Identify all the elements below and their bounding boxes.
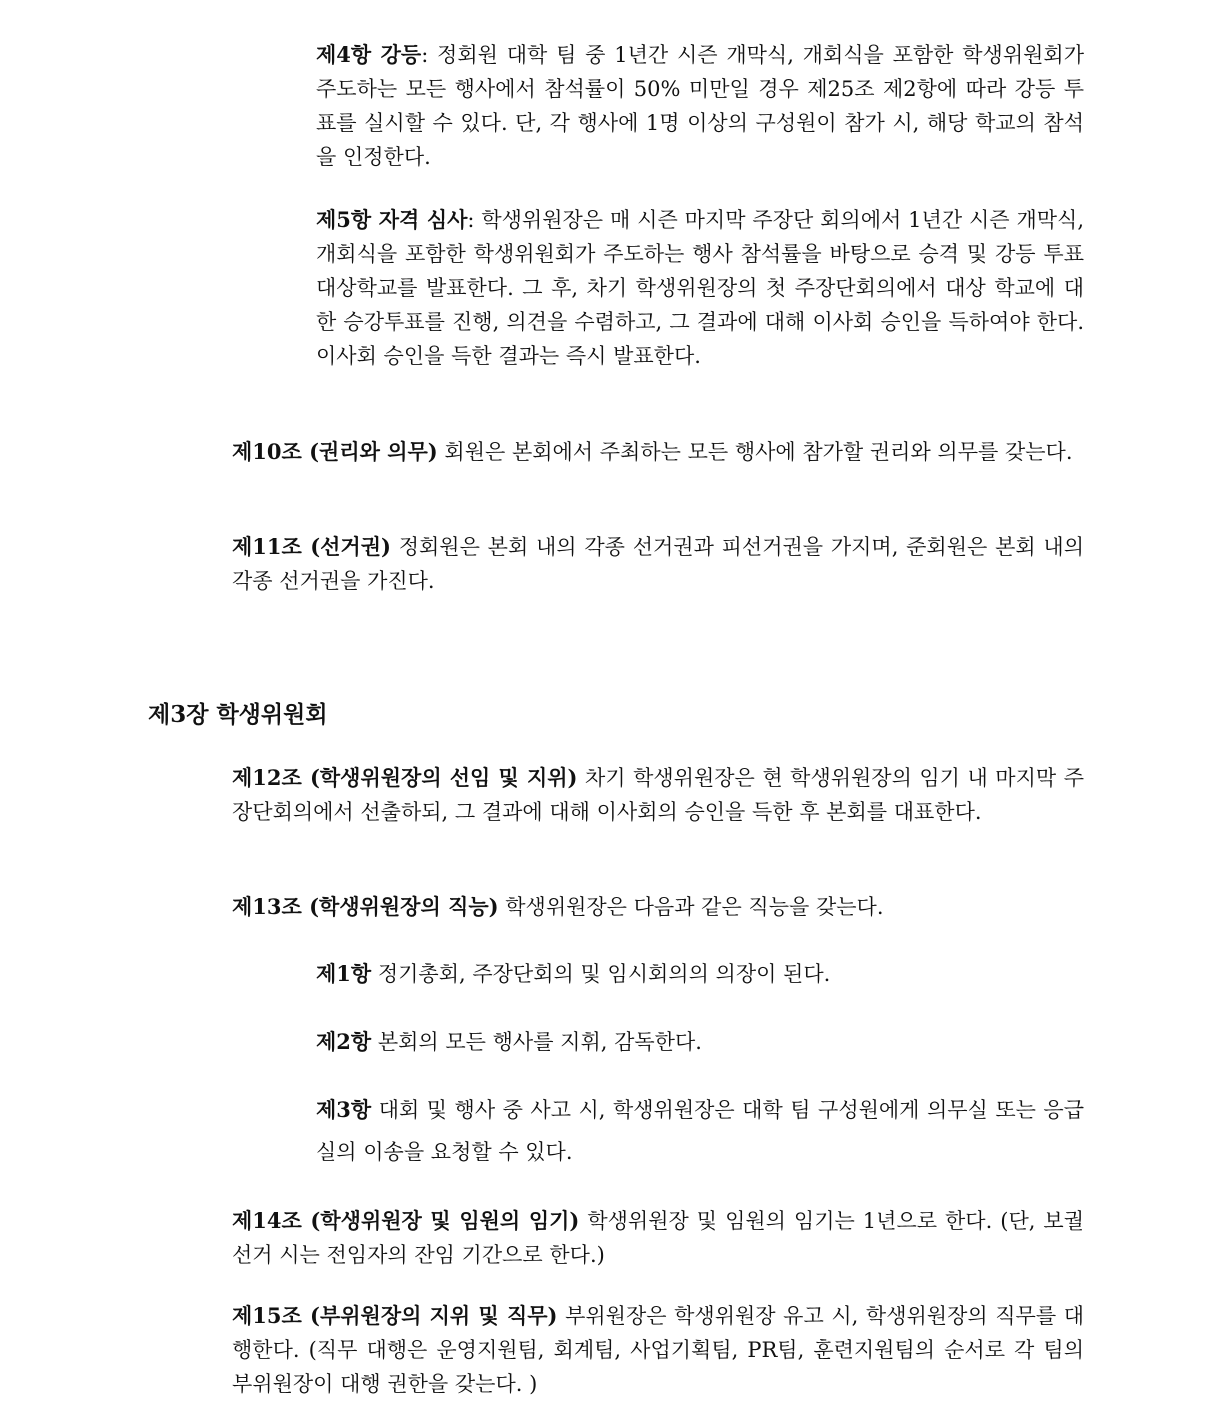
- article-10: [232, 435, 1084, 469]
- article-13-paragraph-3: [316, 1089, 1084, 1173]
- article-13: [232, 890, 1084, 924]
- article-heading: 제12조 (학생위원장의 선임 및 지위): [232, 765, 578, 790]
- article-9-paragraph-4: [316, 38, 1084, 174]
- article-13-paragraph-1: [316, 957, 1084, 991]
- article-11: [232, 530, 1084, 598]
- paragraph-heading: 제2항: [316, 1029, 372, 1054]
- article-9-paragraph-5: [316, 203, 1084, 373]
- article-14: [232, 1204, 1084, 1272]
- article-text: 학생위원장 및 임원의 임기는 1년으로 한다. (단, 보궐선거 시는 전임자의 잔임 기간으로 한다.): [232, 1209, 1084, 1267]
- paragraph-text: : 학생위원장은 매 시즌 마지막 주장단 회의에서 1년간 시즌 개막식, 개회식을 포함한 학생위원회가 주도하는 행사 참석률을 바탕으로 승격 및 강등 투표 대상학교를 발표한다. 그 후, 차기 학생위원장의 첫 주장단회의에서 대상 학교에 대한 승강투표를 진행, 의견을 수렴하고, 그 결과에 대해 이사회 승인을 득하여야 한다. 이사회 승인을 득한 결과는 즉시 발표한다.: [316, 208, 1084, 368]
- paragraph-heading: 제3항: [316, 1097, 372, 1122]
- paragraph-heading: 제4항 강등: [316, 42, 422, 67]
- paragraph-text: : 정회원 대학 팀 중 1년간 시즌 개막식, 개회식을 포함한 학생위원회가 주도하는 모든 행사에서 참석률이 50% 미만일 경우 제25조 제2항에 따라 강등 투표를 실시할 수 있다. 단, 각 행사에 1명 이상의 구성원이 참가 시, 해당 학교의 참석을 인정한다.: [316, 43, 1084, 169]
- article-13-paragraph-2: [316, 1025, 1084, 1059]
- article-15: [232, 1299, 1084, 1401]
- article-12: [232, 761, 1084, 829]
- article-heading: 제10조 (권리와 의무): [232, 439, 438, 464]
- article-text: 정회원은 본회 내의 각종 선거권과 피선거권을 가지며, 준회원은 본회 내의 각종 선거권을 가진다.: [232, 535, 1084, 593]
- paragraph-text: 본회의 모든 행사를 지휘, 감독한다.: [371, 1030, 702, 1054]
- article-text: 회원은 본회에서 주최하는 모든 행사에 참가할 권리와 의무를 갖는다.: [437, 440, 1073, 464]
- paragraph-text: 대회 및 행사 중 사고 시, 학생위원장은 대학 팀 구성원에게 의무실 또는 응급실의 이송을 요청할 수 있다.: [316, 1098, 1084, 1164]
- article-heading: 제13조 (학생위원장의 직능): [232, 894, 499, 919]
- article-text: 학생위원장은 다음과 같은 직능을 갖는다.: [498, 895, 884, 919]
- article-heading: 제14조 (학생위원장 및 임원의 임기): [232, 1208, 580, 1233]
- article-text: 차기 학생위원장은 현 학생위원장의 임기 내 마지막 주장단회의에서 선출하되, 그 결과에 대해 이사회의 승인을 득한 후 본회를 대표한다.: [232, 766, 1084, 824]
- paragraph-heading: 제1항: [316, 961, 372, 986]
- article-text: 부위원장은 학생위원장 유고 시, 학생위원장의 직무를 대행한다. (직무 대행은 운영지원팀, 회계팀, 사업기획팀, PR팀, 훈련지원팀의 순서로 각 팀의 부위원장이 대행 권한을 갖는다. ): [232, 1304, 1084, 1396]
- paragraph-text: 정기총회, 주장단회의 및 임시회의의 의장이 된다.: [371, 962, 831, 986]
- article-heading: 제11조 (선거권): [232, 534, 391, 559]
- article-heading: 제15조 (부위원장의 지위 및 직무): [232, 1303, 558, 1328]
- chapter-title: 제3장 학생위원회: [148, 701, 328, 728]
- paragraph-heading: 제5항 자격 심사: [316, 207, 468, 232]
